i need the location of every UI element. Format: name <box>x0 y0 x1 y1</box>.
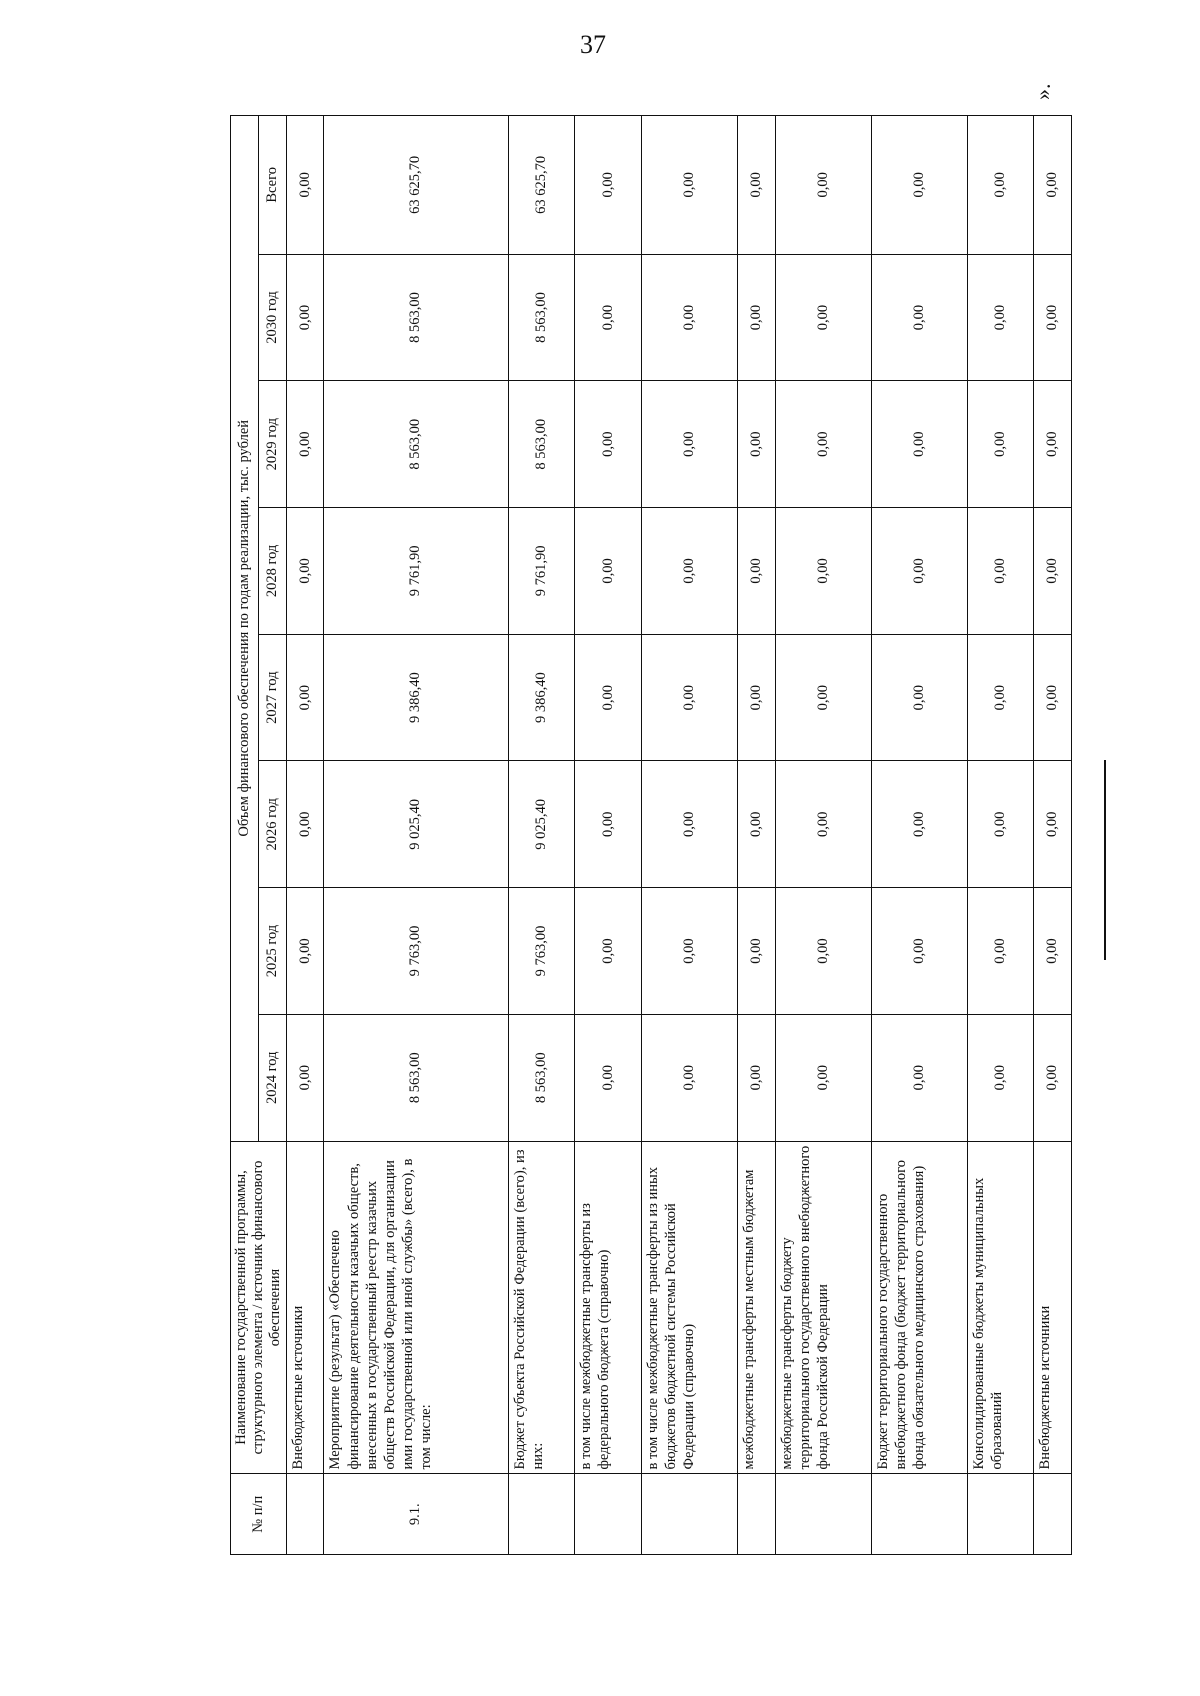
row-value: 63 625,70 <box>508 116 575 255</box>
row-value: 0,00 <box>738 254 775 381</box>
row-number <box>871 1474 967 1555</box>
row-value: 0,00 <box>642 1014 738 1141</box>
row-value: 0,00 <box>775 254 871 381</box>
row-number <box>287 1474 324 1555</box>
row-value: 0,00 <box>738 888 775 1015</box>
row-value: 9 025,40 <box>508 761 575 888</box>
end-divider-line <box>1104 760 1106 960</box>
table-row <box>738 116 775 1555</box>
row-value: 0,00 <box>738 116 775 255</box>
row-source-name: Бюджет территориального государственного внебюджетного фонда (бюджет территориального фонда обязательного медицинского страхования) <box>871 1141 967 1474</box>
row-value: 0,00 <box>642 888 738 1015</box>
row-value: 0,00 <box>575 888 642 1015</box>
closing-quote: ». <box>1030 83 1055 100</box>
row-value: 8 563,00 <box>324 1014 508 1141</box>
row-value: 0,00 <box>967 508 1034 635</box>
row-value: 0,00 <box>642 381 738 508</box>
row-value: 8 563,00 <box>508 1014 575 1141</box>
row-value: 9 763,00 <box>324 888 508 1015</box>
row-value: 8 563,00 <box>508 254 575 381</box>
row-value: 9 761,90 <box>508 508 575 635</box>
row-value: 0,00 <box>1034 116 1072 255</box>
row-value: 0,00 <box>775 508 871 635</box>
row-value: 0,00 <box>738 634 775 761</box>
row-value: 0,00 <box>575 254 642 381</box>
row-value: 0,00 <box>575 508 642 635</box>
row-value: 0,00 <box>871 1014 967 1141</box>
row-value: 0,00 <box>967 1014 1034 1141</box>
row-value: 8 563,00 <box>508 381 575 508</box>
table-row <box>287 116 324 1555</box>
row-value: 0,00 <box>1034 1014 1072 1141</box>
row-value: 0,00 <box>738 761 775 888</box>
row-number <box>642 1474 738 1555</box>
row-value: 0,00 <box>775 1014 871 1141</box>
header-year: 2030 год <box>259 254 287 381</box>
row-source-name: межбюджетные трансферты бюджету территориального государственного внебюджетного фонда Российской Федерации <box>775 1141 871 1474</box>
row-value: 0,00 <box>738 1014 775 1141</box>
row-value: 0,00 <box>287 761 324 888</box>
table-row <box>967 116 1034 1555</box>
header-year: 2025 год <box>259 888 287 1015</box>
header-group-title: Объем финансового обеспечения по годам реализации, тыс. рублей <box>231 116 259 1142</box>
row-value: 0,00 <box>775 761 871 888</box>
table-row <box>575 116 642 1555</box>
header-year: Всего <box>259 116 287 255</box>
row-source-name: Внебюджетные источники <box>287 1141 324 1474</box>
row-number <box>967 1474 1034 1555</box>
row-value: 0,00 <box>287 508 324 635</box>
rotated-table-container <box>230 115 1060 1555</box>
table-row <box>508 116 575 1555</box>
table-row <box>642 116 738 1555</box>
row-number <box>775 1474 871 1555</box>
row-number: 9.1. <box>324 1474 508 1555</box>
table-row <box>324 116 508 1555</box>
row-value: 0,00 <box>287 634 324 761</box>
header-year: 2026 год <box>259 761 287 888</box>
row-value: 0,00 <box>871 761 967 888</box>
row-value: 0,00 <box>575 381 642 508</box>
row-number <box>508 1474 575 1555</box>
row-value: 0,00 <box>575 116 642 255</box>
row-source-name: Консолидированные бюджеты муниципальных образований <box>967 1141 1034 1474</box>
row-value: 0,00 <box>1034 508 1072 635</box>
row-source-name: в том числе межбюджетные трансферты из иных бюджетов бюджетной системы Российской Федерации (справочно) <box>642 1141 738 1474</box>
row-source-name: Внебюджетные источники <box>1034 1141 1072 1474</box>
row-value: 9 761,90 <box>324 508 508 635</box>
row-value: 0,00 <box>642 254 738 381</box>
table-row <box>775 116 871 1555</box>
row-value: 0,00 <box>642 761 738 888</box>
table-row <box>871 116 967 1555</box>
row-value: 8 563,00 <box>324 254 508 381</box>
row-value: 8 563,00 <box>324 381 508 508</box>
row-value: 0,00 <box>575 761 642 888</box>
row-value: 0,00 <box>287 381 324 508</box>
row-value: 0,00 <box>775 634 871 761</box>
row-value: 0,00 <box>287 888 324 1015</box>
row-value: 0,00 <box>1034 888 1072 1015</box>
row-value: 0,00 <box>967 761 1034 888</box>
financing-table <box>230 115 1072 1555</box>
row-number <box>575 1474 642 1555</box>
row-value: 0,00 <box>871 254 967 381</box>
row-value: 9 763,00 <box>508 888 575 1015</box>
row-value: 0,00 <box>287 1014 324 1141</box>
row-source-name: межбюджетные трансферты местным бюджетам <box>738 1141 775 1474</box>
row-value: 0,00 <box>967 254 1034 381</box>
row-value: 0,00 <box>871 508 967 635</box>
row-value: 0,00 <box>642 634 738 761</box>
row-value: 0,00 <box>642 116 738 255</box>
header-name: Наименование государственной программы, структурного элемента / источник финансового обеспечения <box>231 1141 287 1474</box>
row-value: 0,00 <box>642 508 738 635</box>
table-row <box>1034 116 1072 1555</box>
row-value: 0,00 <box>967 381 1034 508</box>
row-value: 0,00 <box>1034 634 1072 761</box>
row-value: 0,00 <box>1034 761 1072 888</box>
row-value: 0,00 <box>287 116 324 255</box>
row-value: 9 386,40 <box>508 634 575 761</box>
row-value: 0,00 <box>1034 254 1072 381</box>
row-value: 0,00 <box>775 381 871 508</box>
page-number: 37 <box>580 30 606 59</box>
row-value: 0,00 <box>967 116 1034 255</box>
header-year: 2028 год <box>259 508 287 635</box>
row-number <box>1034 1474 1072 1555</box>
row-source-name: Мероприятие (результат) «Обеспечено финансирование деятельности казачьих обществ, внесенных в государственный реестр казачьих обществ Российской Федерации, для организации ими государственной или иной службы» (всего), в том числе: <box>324 1141 508 1474</box>
header-num: № п/п <box>231 1474 287 1555</box>
row-value: 0,00 <box>575 1014 642 1141</box>
table-body <box>287 116 1072 1555</box>
row-value: 0,00 <box>871 381 967 508</box>
row-source-name: Бюджет субъекта Российской Федерации (всего), из них: <box>508 1141 575 1474</box>
row-value: 0,00 <box>775 116 871 255</box>
row-value: 9 386,40 <box>324 634 508 761</box>
row-value: 0,00 <box>871 888 967 1015</box>
row-value: 0,00 <box>967 888 1034 1015</box>
row-value: 63 625,70 <box>324 116 508 255</box>
row-value: 0,00 <box>575 634 642 761</box>
row-source-name: в том числе межбюджетные трансферты из федерального бюджета (справочно) <box>575 1141 642 1474</box>
row-value: 0,00 <box>738 381 775 508</box>
row-value: 0,00 <box>775 888 871 1015</box>
row-value: 0,00 <box>1034 381 1072 508</box>
row-number <box>738 1474 775 1555</box>
header-year: 2027 год <box>259 634 287 761</box>
header-year: 2029 год <box>259 381 287 508</box>
row-value: 0,00 <box>738 508 775 635</box>
row-value: 0,00 <box>287 254 324 381</box>
row-value: 0,00 <box>871 116 967 255</box>
row-value: 0,00 <box>967 634 1034 761</box>
header-year: 2024 год <box>259 1014 287 1141</box>
row-value: 9 025,40 <box>324 761 508 888</box>
row-value: 0,00 <box>871 634 967 761</box>
